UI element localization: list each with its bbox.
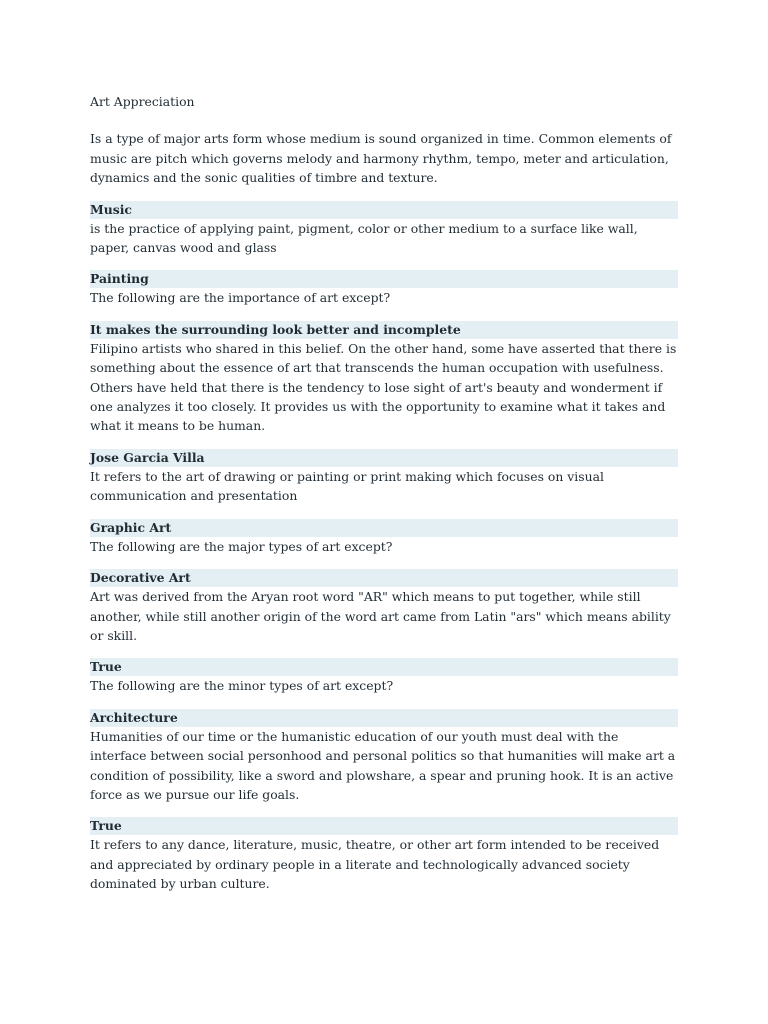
question-text: It refers to the art of drawing or painting or print making which focuses on visual communication and presentation bbox=[90, 468, 604, 504]
answer-text: Painting bbox=[90, 270, 678, 288]
answer-text: It makes the surrounding look better and incomplete bbox=[90, 321, 678, 339]
question-text: The following are the importance of art except? bbox=[90, 290, 391, 306]
question-text: Art was derived from the Aryan root word "AR" which means to put together, while still another, while still another origin of the word art came from Latin "ars" which means ability or skill. bbox=[90, 589, 671, 643]
answer-text: Graphic Art bbox=[90, 519, 678, 537]
answer-text: True bbox=[90, 658, 678, 676]
question-text: The following are the major types of art except? bbox=[90, 538, 393, 554]
answer-text: Decorative Art bbox=[90, 569, 678, 587]
answer-text: Music bbox=[90, 201, 678, 219]
question-text: It refers to any dance, literature, music, theatre, or other art form intended to be received and appreciated by ordinary people in a literate and technologically advanced society dominated by urban culture. bbox=[90, 837, 660, 892]
answer-text: Jose Garcia Villa bbox=[90, 449, 678, 467]
answer-text: True bbox=[90, 817, 678, 835]
question-text: The following are the minor types of art except? bbox=[90, 678, 394, 694]
question-text: Filipino artists who shared in this belief. On the other hand, some have asserted that there is something about the essence of art that transcends the human occupation with usefulness. Others have held that there is the tendency to lose sight of art's beauty and wonderment if one analyzes it too closely. It provides us with the opportunity to examine what it takes and what it means to be human. bbox=[90, 340, 677, 434]
document-page bbox=[90, 92, 678, 894]
question-text: is the practice of applying paint, pigment, color or other medium to a surface like wall, paper, canvas wood and glass bbox=[90, 220, 638, 256]
answer-text: Architecture bbox=[90, 709, 678, 727]
question-text: Is a type of major arts form whose medium is sound organized in time. Common elements of music are pitch which governs melody and harmony rhythm, tempo, meter and articulation, dynamics and the sonic qualities of timbre and texture. bbox=[90, 131, 672, 186]
question-text: Humanities of our time or the humanistic education of our youth must deal with the interface between social personhood and personal politics so that humanities will make art a condition of possibility, like a sword and plowshare, a spear and pruning hook. It is an active force as we pursue our life goals. bbox=[90, 728, 676, 802]
document-title: Art Appreciation bbox=[90, 94, 195, 109]
